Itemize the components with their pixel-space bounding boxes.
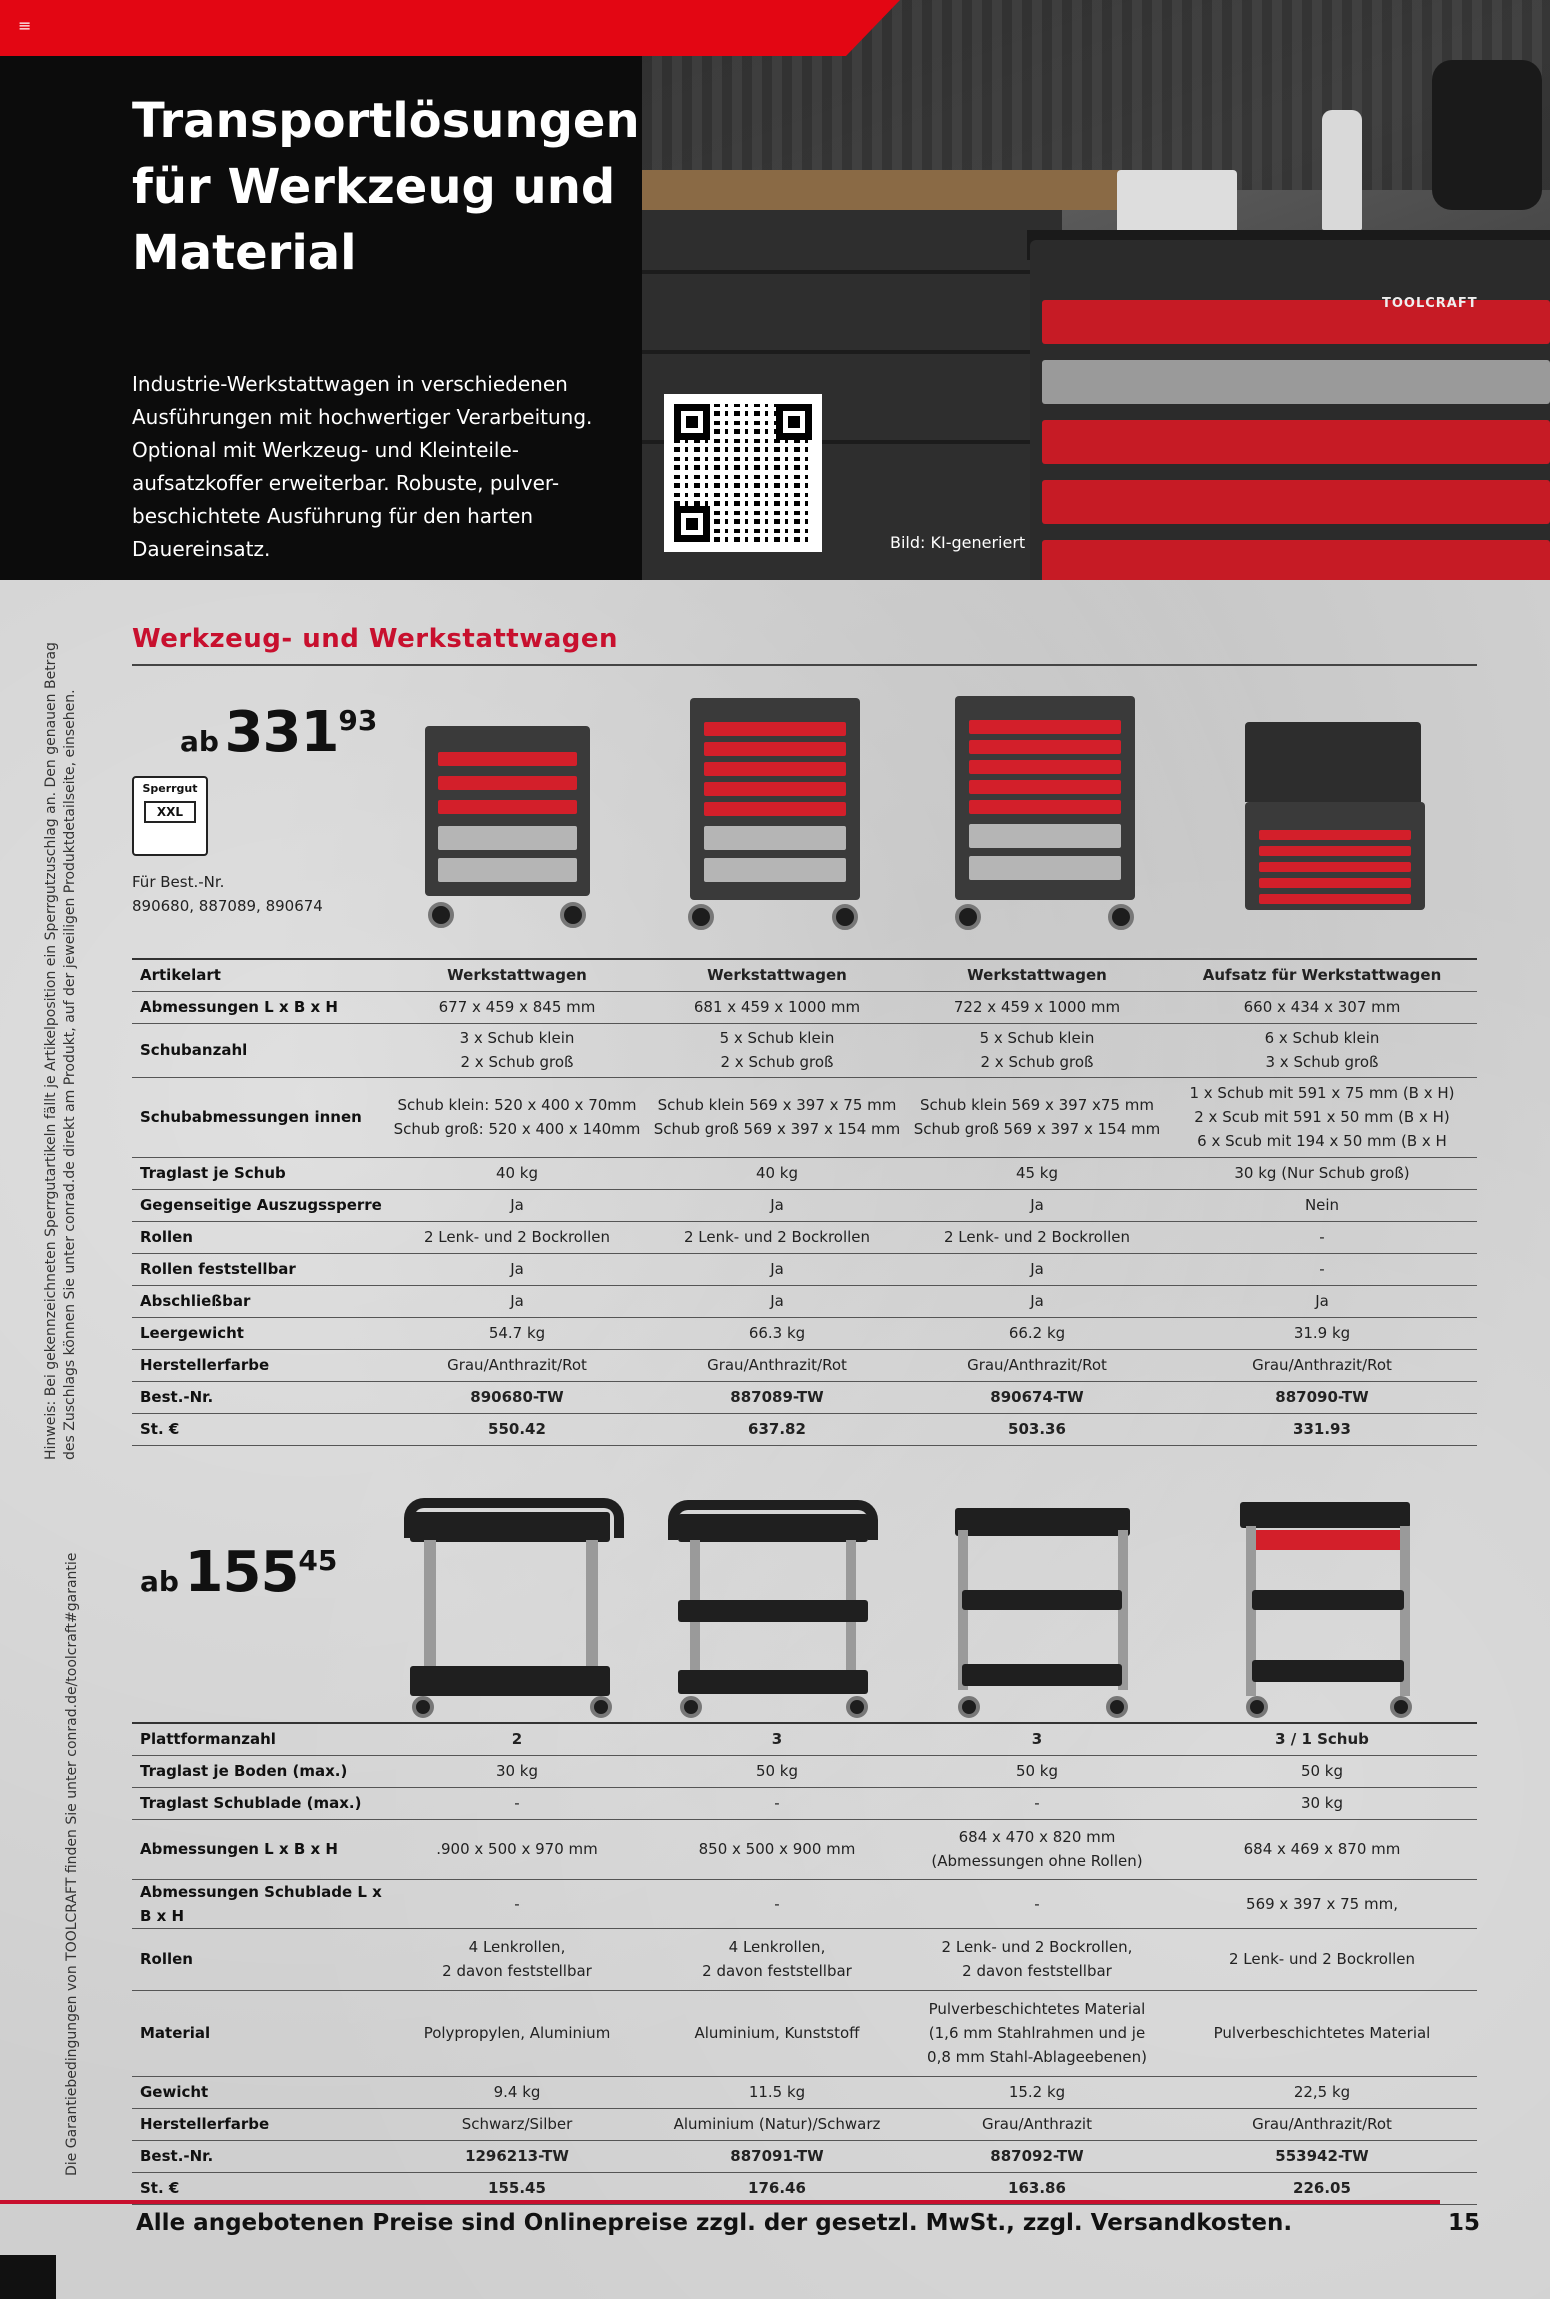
cart-drawer-open: [1042, 360, 1550, 404]
table-cell: 887091-TW: [647, 2140, 907, 2172]
sperrgut-hint: Hinweis: Bei gekennzeichneten Sperrgutartikeln fällt je Artikelposition ein Sperrgutzuschlag an. Den genauen Betrag des Zuschlags können Sie unter conrad.de direkt am Produkt, auf der jeweiligen Produktdetailseite, einsehen.: [43, 642, 78, 1460]
table-cell: -: [907, 1879, 1167, 1928]
table-cell: Grau/Anthrazit/Rot: [907, 1349, 1167, 1381]
table-row: [132, 2076, 1477, 2108]
drill-image: [1432, 60, 1542, 210]
sperrgut-note: Für Best.-Nr. 890680, 887089, 890674: [132, 873, 323, 915]
table-cell: Schub klein 569 x 397 x75 mm Schub groß 569 x 397 x 154 mm: [907, 1077, 1167, 1157]
table-cell: 887092-TW: [907, 2140, 1167, 2172]
qr-code-icon[interactable]: [664, 394, 822, 552]
table-cell: 3 x Schub klein 2 x Schub groß: [387, 1023, 647, 1077]
product-image-887091[interactable]: [678, 1514, 868, 1542]
spec-table-body: [132, 959, 1477, 1445]
table-cell: 3: [647, 1723, 907, 1755]
photo-caption: Bild: KI-generiert: [890, 533, 1026, 552]
table-cell: Ja: [387, 1253, 647, 1285]
table-row: [132, 1787, 1477, 1819]
table-cell: 1 x Schub mit 591 x 75 mm (B x H) 2 x Scub mit 591 x 50 mm (B x H) 6 x Scub mit 194 x 50 mm (B x H: [1167, 1077, 1477, 1157]
cart-drawer: [1042, 480, 1550, 524]
row-label: Abmessungen L x B x H: [132, 1819, 387, 1879]
table-cell: Nein: [1167, 1189, 1477, 1221]
table-row: [132, 1928, 1477, 1990]
table-cell: Schub klein: 520 x 400 x 70mm Schub groß: 520 x 400 x 140mm: [387, 1077, 647, 1157]
table-cell: 637.82: [647, 1413, 907, 1445]
row-label: Herstellerfarbe: [132, 1349, 387, 1381]
product-image-887089[interactable]: [690, 698, 860, 900]
table-cell: 15.2 kg: [907, 2076, 1167, 2108]
row-label: Best.-Nr.: [132, 1381, 387, 1413]
price-from-block2: ab 15545: [140, 1540, 338, 1605]
table-cell: 2 Lenk- und 2 Bockrollen, 2 davon feststellbar: [907, 1928, 1167, 1990]
table-cell: 681 x 459 x 1000 mm: [647, 991, 907, 1023]
table-row: [132, 1413, 1477, 1445]
table-cell: 66.2 kg: [907, 1317, 1167, 1349]
table-cell: Pulverbeschichtetes Material: [1167, 1990, 1477, 2076]
table-cell: Schub klein 569 x 397 x 75 mm Schub groß 569 x 397 x 154 mm: [647, 1077, 907, 1157]
table-cell: 2: [387, 1723, 647, 1755]
table-cell: 50 kg: [1167, 1755, 1477, 1787]
table-cell: 2 Lenk- und 2 Bockrollen: [907, 1221, 1167, 1253]
cart-drawer: [1042, 540, 1550, 580]
table-cell: 30 kg (Nur Schub groß): [1167, 1157, 1477, 1189]
table-cell: Grau/Anthrazit/Rot: [1167, 1349, 1477, 1381]
table-row: [132, 1077, 1477, 1157]
table-cell: 3: [907, 1723, 1167, 1755]
page-number: 15: [1448, 2210, 1481, 2236]
table-row: [132, 1990, 1477, 2076]
table-cell: 31.9 kg: [1167, 1317, 1477, 1349]
truck-icon: XXL: [144, 801, 196, 823]
row-label: Gegenseitige Auszugssperre: [132, 1189, 387, 1221]
table-cell: Werkstattwagen: [907, 959, 1167, 991]
table-cell: 155.45: [387, 2172, 647, 2204]
table-cell: 890674-TW: [907, 1381, 1167, 1413]
table-cell: Werkstattwagen: [387, 959, 647, 991]
table-cell: 2 Lenk- und 2 Bockrollen: [647, 1221, 907, 1253]
table-row: [132, 1157, 1477, 1189]
table-cell: Polypropylen, Aluminium: [387, 1990, 647, 2076]
footer-divider: [0, 2200, 1440, 2204]
table-cell: 66.3 kg: [647, 1317, 907, 1349]
table-cell: 5 x Schub klein 2 x Schub groß: [647, 1023, 907, 1077]
table-cell: Grau/Anthrazit/Rot: [1167, 2108, 1477, 2140]
table-cell: Grau/Anthrazit/Rot: [647, 1349, 907, 1381]
table-row: [132, 1381, 1477, 1413]
table-cell: 22,5 kg: [1167, 2076, 1477, 2108]
table-row: [132, 1879, 1477, 1928]
product-image-887090-lid: [1245, 722, 1421, 802]
product-image-890680[interactable]: [425, 726, 590, 896]
row-label: Material: [132, 1990, 387, 2076]
table-cell: 54.7 kg: [387, 1317, 647, 1349]
table-cell: Ja: [387, 1285, 647, 1317]
section-divider: [132, 664, 1477, 666]
table-cell: 11.5 kg: [647, 2076, 907, 2108]
tool-cart-image: [1030, 240, 1550, 580]
table-cell: 45 kg: [907, 1157, 1167, 1189]
table-cell: Pulverbeschichtetes Material (1,6 mm Stahlrahmen und je 0,8 mm Stahl-Ablageebenen): [907, 1990, 1167, 2076]
table-cell: Ja: [647, 1253, 907, 1285]
row-label: Rollen feststellbar: [132, 1253, 387, 1285]
table-row: [132, 1285, 1477, 1317]
table-cell: 9.4 kg: [387, 2076, 647, 2108]
table-cell: 2 Lenk- und 2 Bockrollen: [387, 1221, 647, 1253]
table-cell: 684 x 470 x 820 mm (Abmessungen ohne Rollen): [907, 1819, 1167, 1879]
table-cell: 176.46: [647, 2172, 907, 2204]
table-cell: Aluminium (Natur)/Schwarz: [647, 2108, 907, 2140]
table-cell: 5 x Schub klein 2 x Schub groß: [907, 1023, 1167, 1077]
table-cell: -: [387, 1787, 647, 1819]
table-cell: 887089-TW: [647, 1381, 907, 1413]
table-cell: Grau/Anthrazit/Rot: [387, 1349, 647, 1381]
row-label: Rollen: [132, 1221, 387, 1253]
spec-table-werkstattwagen: [132, 958, 1477, 1446]
table-cell: Ja: [1167, 1285, 1477, 1317]
table-row: [132, 1253, 1477, 1285]
table-cell: 722 x 459 x 1000 mm: [907, 991, 1167, 1023]
row-label: Plattformanzahl: [132, 1723, 387, 1755]
table-row: [132, 1755, 1477, 1787]
table-cell: 677 x 459 x 845 mm: [387, 991, 647, 1023]
row-label: Traglast Schublade (max.): [132, 1787, 387, 1819]
table-row: [132, 1189, 1477, 1221]
product-image-553942[interactable]: [1240, 1502, 1410, 1528]
table-cell: Ja: [387, 1189, 647, 1221]
row-label: Schubabmessungen innen: [132, 1077, 387, 1157]
table-cell: 163.86: [907, 2172, 1167, 2204]
section-title: Werkzeug- und Werkstattwagen: [132, 624, 619, 654]
table-cell: 553942-TW: [1167, 2140, 1477, 2172]
table-cell: Ja: [907, 1285, 1167, 1317]
table-cell: Aluminium, Kunststoff: [647, 1990, 907, 2076]
price-disclaimer: Alle angebotenen Preise sind Onlinepreise zzgl. der gesetzl. MwSt., zzgl. Versandkosten.: [136, 2210, 1293, 2236]
table-cell: Schwarz/Silber: [387, 2108, 647, 2140]
table-cell: Ja: [907, 1253, 1167, 1285]
table-cell: 40 kg: [647, 1157, 907, 1189]
table-cell: -: [1167, 1221, 1477, 1253]
row-label: Schubanzahl: [132, 1023, 387, 1077]
table-cell: Werkstattwagen: [647, 959, 907, 991]
header-red-band: [0, 0, 900, 56]
table-cell: -: [647, 1787, 907, 1819]
row-label: Abschließbar: [132, 1285, 387, 1317]
table-row: [132, 991, 1477, 1023]
spray-can-image: [1322, 110, 1362, 230]
table-cell: Ja: [907, 1189, 1167, 1221]
menu-icon[interactable]: ≡: [18, 16, 32, 35]
table-cell: 2 Lenk- und 2 Bockrollen: [1167, 1928, 1477, 1990]
table-cell: 684 x 469 x 870 mm: [1167, 1819, 1477, 1879]
row-label: Rollen: [132, 1928, 387, 1990]
row-label: St. €: [132, 1413, 387, 1445]
table-row: [132, 1819, 1477, 1879]
table-cell: Ja: [647, 1285, 907, 1317]
table-cell: 50 kg: [647, 1755, 907, 1787]
table-cell: -: [387, 1879, 647, 1928]
table-cell: 30 kg: [387, 1755, 647, 1787]
corner-block: [0, 2255, 56, 2299]
photo-brand: TOOLCRAFT: [1382, 296, 1478, 311]
table-row: [132, 1221, 1477, 1253]
table-cell: 50 kg: [907, 1755, 1167, 1787]
row-label: Traglast je Boden (max.): [132, 1755, 387, 1787]
row-label: Gewicht: [132, 2076, 387, 2108]
table-cell: 4 Lenkrollen, 2 davon feststellbar: [647, 1928, 907, 1990]
table-row: [132, 959, 1477, 991]
table-cell: -: [1167, 1253, 1477, 1285]
cart-drawer: [1042, 420, 1550, 464]
warranty-hint: Die Garantiebedingungen von TOOLCRAFT finden Sie unter conrad.de/toolcraft#garantie: [64, 1552, 80, 2176]
table-cell: 6 x Schub klein 3 x Schub groß: [1167, 1023, 1477, 1077]
table-cell: .900 x 500 x 970 mm: [387, 1819, 647, 1879]
product-image-553942-drawer: [1248, 1530, 1404, 1550]
row-label: Artikelart: [132, 959, 387, 991]
table-cell: 4 Lenkrollen, 2 davon feststellbar: [387, 1928, 647, 1990]
table-cell: 3 / 1 Schub: [1167, 1723, 1477, 1755]
table-cell: 850 x 500 x 900 mm: [647, 1819, 907, 1879]
table-row: [132, 1349, 1477, 1381]
product-image-887092[interactable]: [955, 1508, 1130, 1536]
product-image-890674[interactable]: [955, 696, 1135, 900]
sperrgut-badge: Sperrgut XXL: [132, 776, 208, 856]
row-label: Abmessungen Schublade L x B x H: [132, 1879, 387, 1928]
table-cell: -: [647, 1879, 907, 1928]
price-from-block1: ab 33193: [180, 700, 378, 765]
table-cell: 226.05: [1167, 2172, 1477, 2204]
table-cell: 887090-TW: [1167, 1381, 1477, 1413]
table-cell: Aufsatz für Werkstattwagen: [1167, 959, 1477, 991]
row-label: St. €: [132, 2172, 387, 2204]
table-cell: 40 kg: [387, 1157, 647, 1189]
table-cell: 569 x 397 x 75 mm,: [1167, 1879, 1477, 1928]
row-label: Abmessungen L x B x H: [132, 991, 387, 1023]
product-image-1296213[interactable]: [410, 1512, 610, 1542]
table-row: [132, 2140, 1477, 2172]
row-label: Herstellerfarbe: [132, 2108, 387, 2140]
row-label: Leergewicht: [132, 1317, 387, 1349]
table-row: [132, 2108, 1477, 2140]
table-cell: 331.93: [1167, 1413, 1477, 1445]
table-cell: 660 x 434 x 307 mm: [1167, 991, 1477, 1023]
page-title: Transportlösungen für Werkzeug und Material: [132, 93, 640, 281]
table-row: [132, 1317, 1477, 1349]
table-cell: 30 kg: [1167, 1787, 1477, 1819]
table-cell: 550.42: [387, 1413, 647, 1445]
intro-text: Industrie-Werkstattwagen in verschiedenen Ausführungen mit hochwertiger Verarbeitung. Optional mit Werkzeug- und Kleinteile- aufsatzkoffer erweiterbar. Robuste, pulver- beschichtete Ausführung für den harten Dauereinsatz.: [132, 372, 593, 561]
table-cell: -: [907, 1787, 1167, 1819]
table-cell: 503.36: [907, 1413, 1167, 1445]
table-cell: Ja: [647, 1189, 907, 1221]
spec-table-rollwagen: [132, 1722, 1477, 2205]
row-label: Traglast je Schub: [132, 1157, 387, 1189]
table-row: [132, 1723, 1477, 1755]
table-cell: 1296213-TW: [387, 2140, 647, 2172]
row-label: Best.-Nr.: [132, 2140, 387, 2172]
table-row: [132, 1023, 1477, 1077]
spec-table-body: [132, 1723, 1477, 2204]
product-image-887090[interactable]: [1245, 802, 1425, 910]
table-cell: 890680-TW: [387, 1381, 647, 1413]
table-cell: Grau/Anthrazit: [907, 2108, 1167, 2140]
